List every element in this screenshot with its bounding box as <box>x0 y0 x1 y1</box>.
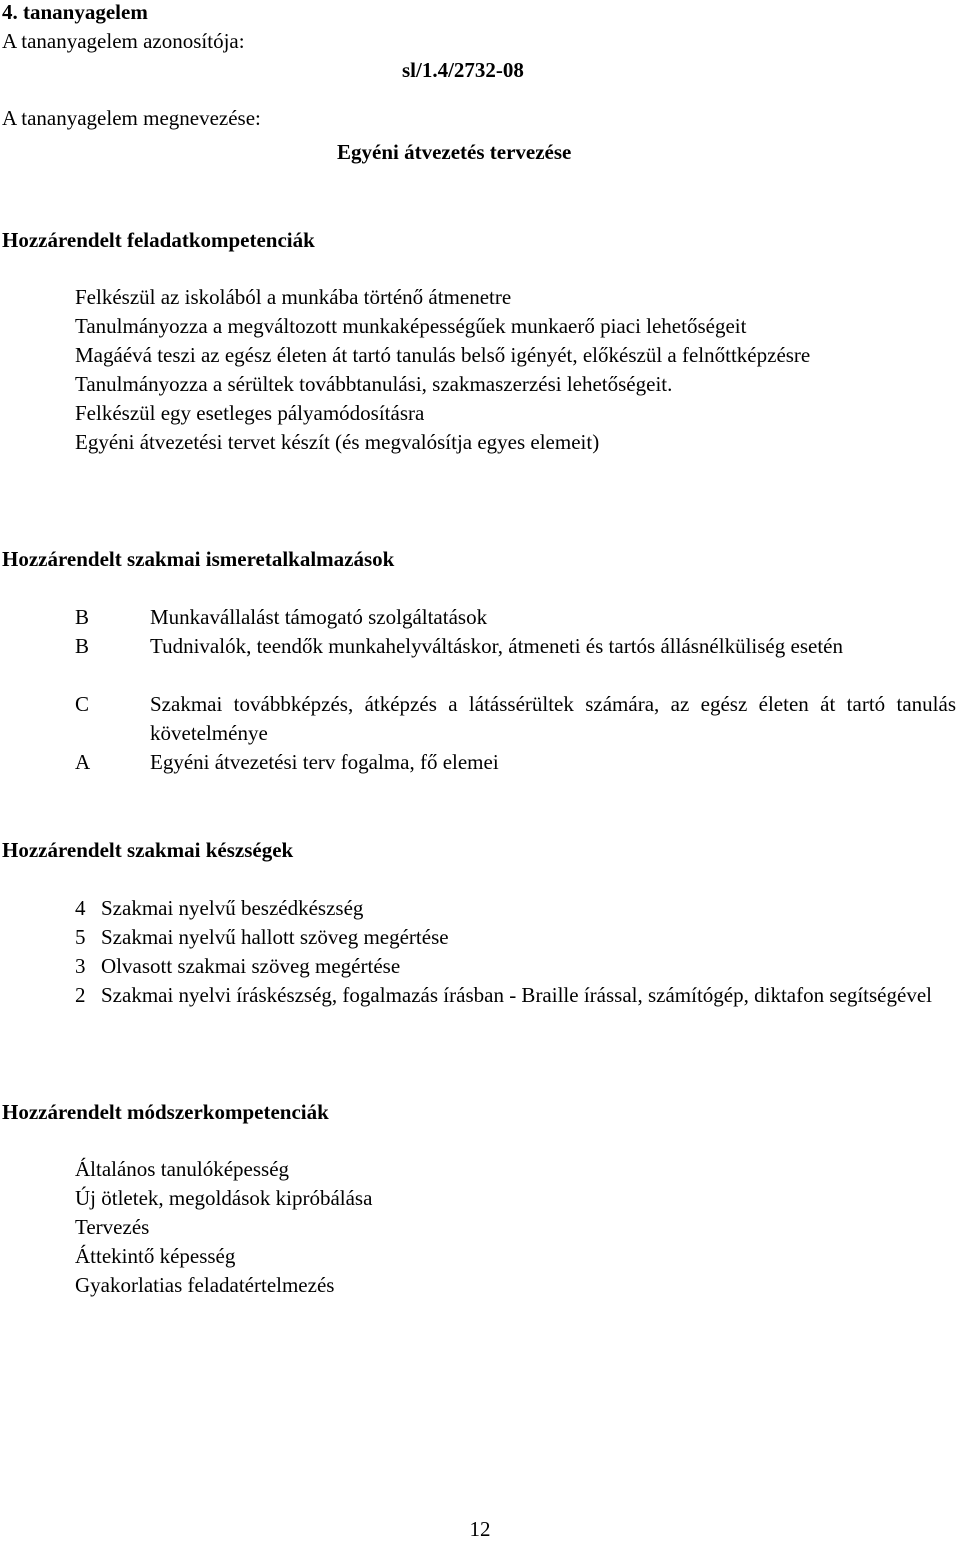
id-value: sl/1.4/2732-08 <box>402 58 524 82</box>
id-label: A tananyagelem azonosítója: <box>2 29 245 53</box>
task-competencies-list <box>75 283 956 457</box>
task-competencies-heading: Hozzárendelt feladatkompetenciák <box>2 228 315 252</box>
name-label: A tananyagelem megnevezése: <box>2 106 261 130</box>
skill-text: Szakmai nyelvi íráskészség, fogalmazás írásban - Braille írással, számítógép, diktafon segítségével <box>101 983 932 1007</box>
section-title: 4. tananyagelem <box>2 0 148 24</box>
list-item: Felkészül az iskolából a munkába történő átmenetre <box>75 285 512 309</box>
knowledge-text: Munkavállalást támogató szolgáltatások <box>150 605 488 629</box>
list-item: Tervezés <box>75 1215 150 1239</box>
knowledge-text: Szakmai továbbképzés, átképzés a látássérültek számára, az egész életen át tartó tanulás követelménye <box>150 692 956 745</box>
method-competencies-list <box>75 1155 956 1300</box>
list-item <box>75 981 956 1010</box>
skill-level: 5 <box>75 925 86 949</box>
skills-list <box>75 894 956 1010</box>
skill-text: Szakmai nyelvű beszédkészség <box>101 896 364 920</box>
knowledge-text: Tudnivalók, teendők munkahelyváltáskor, átmeneti és tartós állásnélküliség esetén <box>150 634 843 658</box>
list-item: Egyéni átvezetési tervet készít (és megvalósítja egyes elemeit) <box>75 430 600 454</box>
name-value: Egyéni átvezetés tervezése <box>337 140 572 164</box>
knowledge-heading: Hozzárendelt szakmai ismeretalkalmazások <box>2 547 395 571</box>
skill-level: 4 <box>75 896 86 920</box>
list-item: Felkészül egy esetleges pályamódosításra <box>75 401 425 425</box>
skills-heading: Hozzárendelt szakmai készségek <box>2 838 294 862</box>
knowledge-level: A <box>75 750 91 774</box>
skill-level: 3 <box>75 954 86 978</box>
skill-text: Szakmai nyelvű hallott szöveg megértése <box>101 925 449 949</box>
knowledge-text: Egyéni átvezetési terv fogalma, fő elemei <box>150 750 499 774</box>
knowledge-level: C <box>75 692 90 716</box>
list-item: Új ötletek, megoldások kipróbálása <box>75 1186 373 1210</box>
skill-level: 2 <box>75 983 86 1007</box>
list-item <box>75 952 956 981</box>
method-competencies-heading: Hozzárendelt módszerkompetenciák <box>2 1100 329 1124</box>
list-item <box>75 923 956 952</box>
knowledge-level: B <box>75 605 90 629</box>
list-item: Gyakorlatias feladatértelmezés <box>75 1273 335 1297</box>
page-number: 12 <box>469 1517 491 1541</box>
list-item: Általános tanulóképesség <box>75 1157 290 1181</box>
skill-text: Olvasott szakmai szöveg megértése <box>101 954 401 978</box>
list-item: Magáévá teszi az egész életen át tartó tanulás belső igényét, előkészül a felnőttképzésre <box>75 343 811 367</box>
list-item: Tanulmányozza a megváltozott munkaképességűek munkaerő piaci lehetőségeit <box>75 314 747 338</box>
knowledge-level: B <box>75 634 90 658</box>
list-item: Tanulmányozza a sérültek továbbtanulási, szakmaszerzési lehetőségeit. <box>75 372 673 396</box>
list-item: Áttekintő képesség <box>75 1244 236 1268</box>
list-item <box>75 894 956 923</box>
